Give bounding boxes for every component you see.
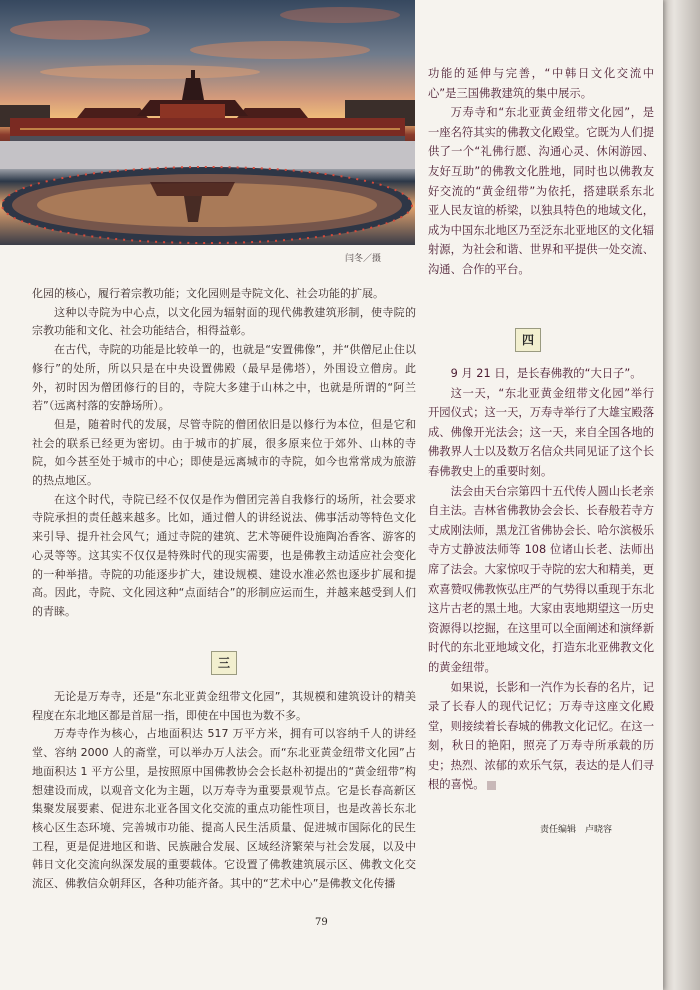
section-marker-three: 三 <box>211 651 237 675</box>
paragraph: 无论是万寿寺，还是“东北亚黄金纽带文化园”，其规模和建筑设计的精美程度在东北地区都是首屈一指，即使在中国也为数不多。 <box>32 690 416 722</box>
paragraph: 9 月 21 日，是长春佛教的“大日子”。 <box>450 367 642 380</box>
paragraph: 但是，随着时代的发展，尽管寺院的僧团依旧是以修行为本位，但是它和社会的联系已经更为密切。由于城市的扩展，很多原来位于郊外、山林的寺院，如今甚至处于城市的中心；即使是远离城市的寺院，如今也常常成为旅游的热点地区。 <box>32 417 416 488</box>
paragraph: 万寿寺作为核心，占地面积达 517 万平方米，拥有可以容纳千人的讲经堂、容纳 2000 人的斋堂，可以举办万人法会。而“东北亚黄金纽带文化园”占地面积达 1 平方公里，是按照原中国佛教协会会长赵朴初提出的“黄金纽带”构想建设而成，以观音文化为主题，以万寿寺为重要景观节点。它是长春高新区集聚发展要素、促进东北亚各国文化交流的重点功能性项目，也是改善长东北核心区生态环境、完善城市功能、提高人民生活质量、促进城市国际化的民生工程，更是促进地区和谐、民族融合发展、区域经济繁荣与社会发展，以及中韩日文化交流向纵深发展的重要载体。它设置了佛教建筑展示区、佛教文化交流区、佛教信众朝拜区，各种功能齐备。其中的“艺术中心”是佛教文化传播 <box>32 727 416 891</box>
paragraph: 功能的延伸与完善，“中韩日文化交流中心”是三国佛教建筑的集中展示。 <box>428 67 654 100</box>
page-edge-shadow <box>663 0 700 990</box>
paragraph: 在古代，寺院的功能是比较单一的，也就是“安置佛像”，并“供僧尼止住以修行”的处所，所以只是在中央设置佛殿（最早是佛塔），外围设立僧房。此外，初时因为僧团修行的目的，寺院大多建于山林之中，也就是所谓的“阿兰若”（远离村落的安静场所）。 <box>32 343 416 413</box>
right-column-bottom <box>428 364 654 795</box>
end-mark <box>487 781 496 790</box>
paragraph <box>428 678 654 796</box>
right-column-top <box>428 64 654 280</box>
temple-photo <box>0 0 415 245</box>
paragraph: 这种以寺院为中心点，以文化园为辐射面的现代佛教建筑形制，使寺院的宗教功能和文化、社会功能结合，相得益彰。 <box>32 305 416 338</box>
paragraph: 法会由天台宗第四十五代传人圆山长老亲自主法。吉林省佛教协会会长、长春般若寺方丈成刚法师，黑龙江省佛协会长、哈尔滨极乐寺方丈静波法师等 108 位诸山长老、法师出席了法会。大家惊叹于寺院的宏大和精美，更欢喜赞叹佛教恢弘庄严的气势得以重现于东北这片古老的黑土地。大家由衷地期望这一历史资源得以挖掘，在这里可以全面阐述和演绎新时代的东北亚地域文化，打造东北亚佛教文化的黄金纽带。 <box>428 484 654 674</box>
paragraph: 化园的核心，履行着宗教功能；文化园则是寺院文化、社会功能的扩展。 <box>32 287 384 300</box>
paragraph-text: 如果说，长影和一汽作为长春的名片，记录了长春人的现代记忆；万寿寺这座文化殿堂，则接续着长春城的佛教文化记忆。在这一刻，秋日的艳阳，照亮了万寿寺所承载的历史；热烈、浓郁的欢乐气氛，表达的是人们寻根的喜悦。 <box>428 680 654 792</box>
paragraph: 在这个时代，寺院已经不仅仅是作为僧团完善自我修行的场所，社会要求寺院承担的责任越来越多。比如，通过僧人的讲经说法、佛事活动等特色文化来引导、提升社会风气；通过寺院的建筑、艺术等硬件设施陶冶香客、游客的心灵等等。这其实不仅仅是特殊时代的现实需要，也是佛教主动适应社会变化的一种举措。寺院的功能逐步扩大，建设规模、建设水准必然也逐步扩展和提高。因此，寺院、文化园这种“点面结合”的形制应运而生，并越来越受到人们的青睐。 <box>32 492 416 618</box>
left-column-bottom <box>32 688 416 894</box>
left-column-middle <box>32 285 416 622</box>
temple-photo-illustration <box>0 0 415 245</box>
responsible-editor: 责任编辑 卢晓容 <box>540 825 613 835</box>
paragraph: 万寿寺和“东北亚黄金纽带文化园”，是一座名符其实的佛教文化殿堂。它既为人们提供了一个“礼佛行愿、沟通心灵、休闲游园、友好互助”的佛教文化胜地，同时也以佛教友好交流的“黄金纽带”为依托，搭建联系东北亚人民友谊的桥梁，以独具特色的地域文化，成为中国东北地区乃至泛东北亚地区的文化辐射源，为社会和谐、世界和平提供一处交流、沟通、合作的平台。 <box>428 106 654 276</box>
page-number: 79 <box>315 917 328 928</box>
paragraph: 这一天，“东北亚黄金纽带文化园”举行开园仪式；这一天，万寿寺举行了大雄宝殿落成、佛像开光法会；这一天，来自全国各地的佛教界人士以及数万名信众共同见证了这个长春佛教史上的重要时刻。 <box>428 386 654 478</box>
photo-credit: 闫冬／摄 <box>345 254 382 264</box>
section-marker-four: 四 <box>515 328 541 352</box>
